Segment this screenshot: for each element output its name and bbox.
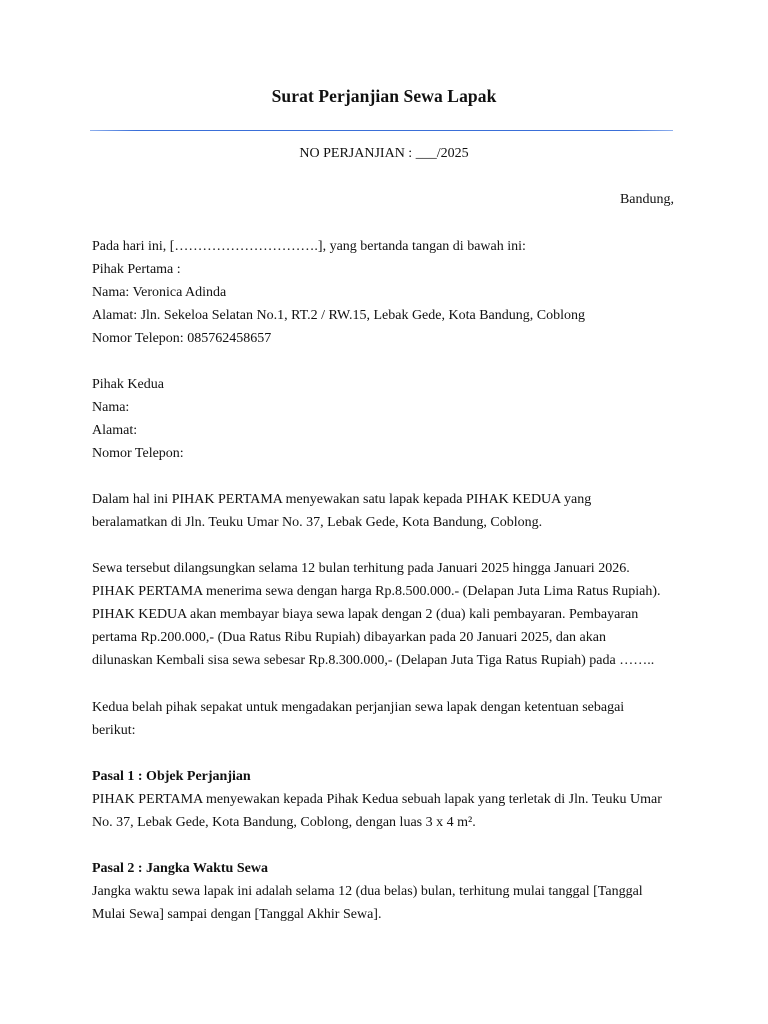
article-1 [92,765,682,834]
article-heading: Pasal 1 : Objek Perjanjian [92,769,251,784]
article-line: Jangka waktu sewa lapak ini adalah selama 12 (dua belas) bulan, terhitung mulai tanggal [Tanggal [92,884,643,899]
agreement-number: NO PERJANJIAN : ___/2025 [299,146,469,161]
first-party-phone: Nomor Telepon: 085762458657 [92,331,272,346]
agreement-paragraph [92,696,682,742]
second-party-heading: Pihak Kedua [92,377,164,392]
article-line: No. 37, Lebak Gede, Kota Bandung, Coblong, dengan luas 3 x 4 m². [92,815,476,830]
paragraph-line: beralamatkan di Jln. Teuku Umar No. 37, Lebak Gede, Kota Bandung, Coblong. [92,515,543,530]
first-party-address: Alamat: Jln. Sekeloa Selatan No.1, RT.2 / RW.15, Lebak Gede, Kota Bandung, Coblong [92,308,585,323]
first-party-name: Nama: Veronica Adinda [92,285,227,300]
rental-paragraph [92,488,682,534]
paragraph-line: berikut: [92,723,136,738]
article-heading: Pasal 2 : Jangka Waktu Sewa [92,861,268,876]
article-line: PIHAK PERTAMA menyewakan kepada Pihak Kedua sebuah lapak yang terletak di Jln. Teuku Umar [92,792,662,807]
second-party-address: Alamat: [92,423,138,438]
paragraph-line: Dalam hal ini PIHAK PERTAMA menyewakan satu lapak kepada PIHAK KEDUA yang [92,492,592,507]
paragraph-line: Sewa tersebut dilangsungkan selama 12 bulan terhitung pada Januari 2025 hingga Januari 2026. [92,561,630,576]
place-date: Bandung, [619,192,674,207]
paragraph-line: Kedua belah pihak sepakat untuk mengadakan perjanjian sewa lapak dengan ketentuan sebagai [92,700,625,715]
title-divider [90,130,673,131]
article-line: Mulai Sewa] sampai dengan [Tanggal Akhir Sewa]. [92,907,382,922]
article-2 [92,857,682,926]
second-party-phone: Nomor Telepon: [92,446,184,461]
first-party-heading: Pihak Pertama : [92,262,181,277]
paragraph-line: pertama Rp.200.000,- (Dua Ratus Ribu Rupiah) dibayarkan pada 20 Januari 2025, dan akan [92,630,606,645]
paragraph-line: dilunaskan Kembali sisa sewa sebesar Rp.8.300.000,- (Delapan Juta Tiga Ratus Rupiah) pada …….. [92,653,655,668]
second-party-name: Nama: [92,400,130,415]
opening-line: Pada hari ini, [………………………….], yang bertanda tangan di bawah ini: [92,239,526,254]
payment-paragraph [92,557,682,672]
second-party-block [92,373,682,465]
paragraph-line: PIHAK PERTAMA menerima sewa dengan harga Rp.8.500.000.- (Delapan Juta Lima Ratus Rupiah). [92,584,661,599]
document-title: Surat Perjanjian Sewa Lapak [271,86,497,106]
opening-block [92,235,682,350]
paragraph-line: PIHAK KEDUA akan membayar biaya sewa lapak dengan 2 (dua) kali pembayaran. Pembayaran [92,607,639,622]
